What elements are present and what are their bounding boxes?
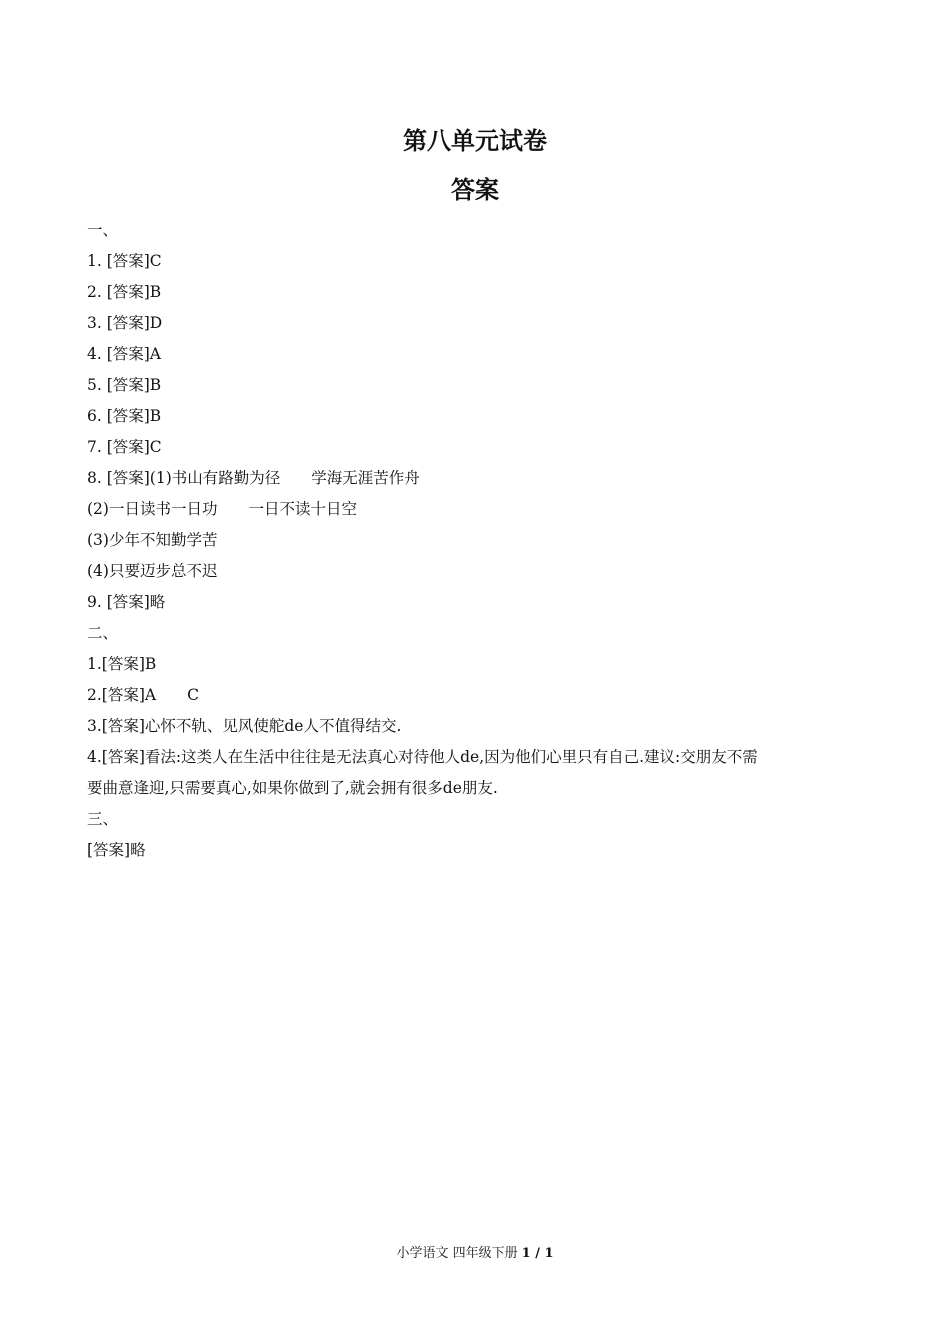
answer-line: 9. [答案]略 xyxy=(87,593,166,611)
answer-line: (2)一日读书一日功 一日不读十日空 xyxy=(87,500,357,518)
page-number: 1 / 1 xyxy=(521,1246,554,1261)
section-heading: 二、 xyxy=(87,624,119,642)
answer-line: 1. [答案]C xyxy=(87,252,162,270)
answer-line: 2.[答案]A C xyxy=(87,686,199,704)
answer-line: 3. [答案]D xyxy=(87,314,163,332)
section-heading: 三、 xyxy=(87,810,119,828)
answer-line: 3.[答案]心怀不轨、见风使舵de人不值得结交. xyxy=(87,717,402,735)
footer-subject: 小学语文 四年级下册 xyxy=(396,1246,518,1261)
answer-line: 7. [答案]C xyxy=(87,438,162,456)
page-footer xyxy=(0,1244,950,1264)
answer-line: 5. [答案]B xyxy=(87,376,162,394)
answer-line: 8. [答案](1)书山有路勤为径 学海无涯苦作舟 xyxy=(87,469,420,487)
section-heading: 一、 xyxy=(87,221,119,239)
answer-line: 6. [答案]B xyxy=(87,407,162,425)
answer-line: 2. [答案]B xyxy=(87,283,162,301)
answer-line: 要曲意逢迎,只需要真心,如果你做到了,就会拥有很多de朋友. xyxy=(87,779,498,797)
answer-line: 1.[答案]B xyxy=(87,655,157,673)
page-subtitle: 答案 xyxy=(451,176,499,204)
answer-line: (3)少年不知勤学苦 xyxy=(87,531,218,549)
answer-line: 4.[答案]看法:这类人在生活中往往是无法真心对待他人de,因为他们心里只有自己.建议:交朋友不需 xyxy=(87,748,758,766)
answer-line: 4. [答案]A xyxy=(87,345,162,363)
page-title: 第八单元试卷 xyxy=(403,127,547,155)
answer-list xyxy=(87,215,827,866)
answer-line: [答案]略 xyxy=(87,841,146,859)
answer-line: (4)只要迈步总不迟 xyxy=(87,562,218,580)
